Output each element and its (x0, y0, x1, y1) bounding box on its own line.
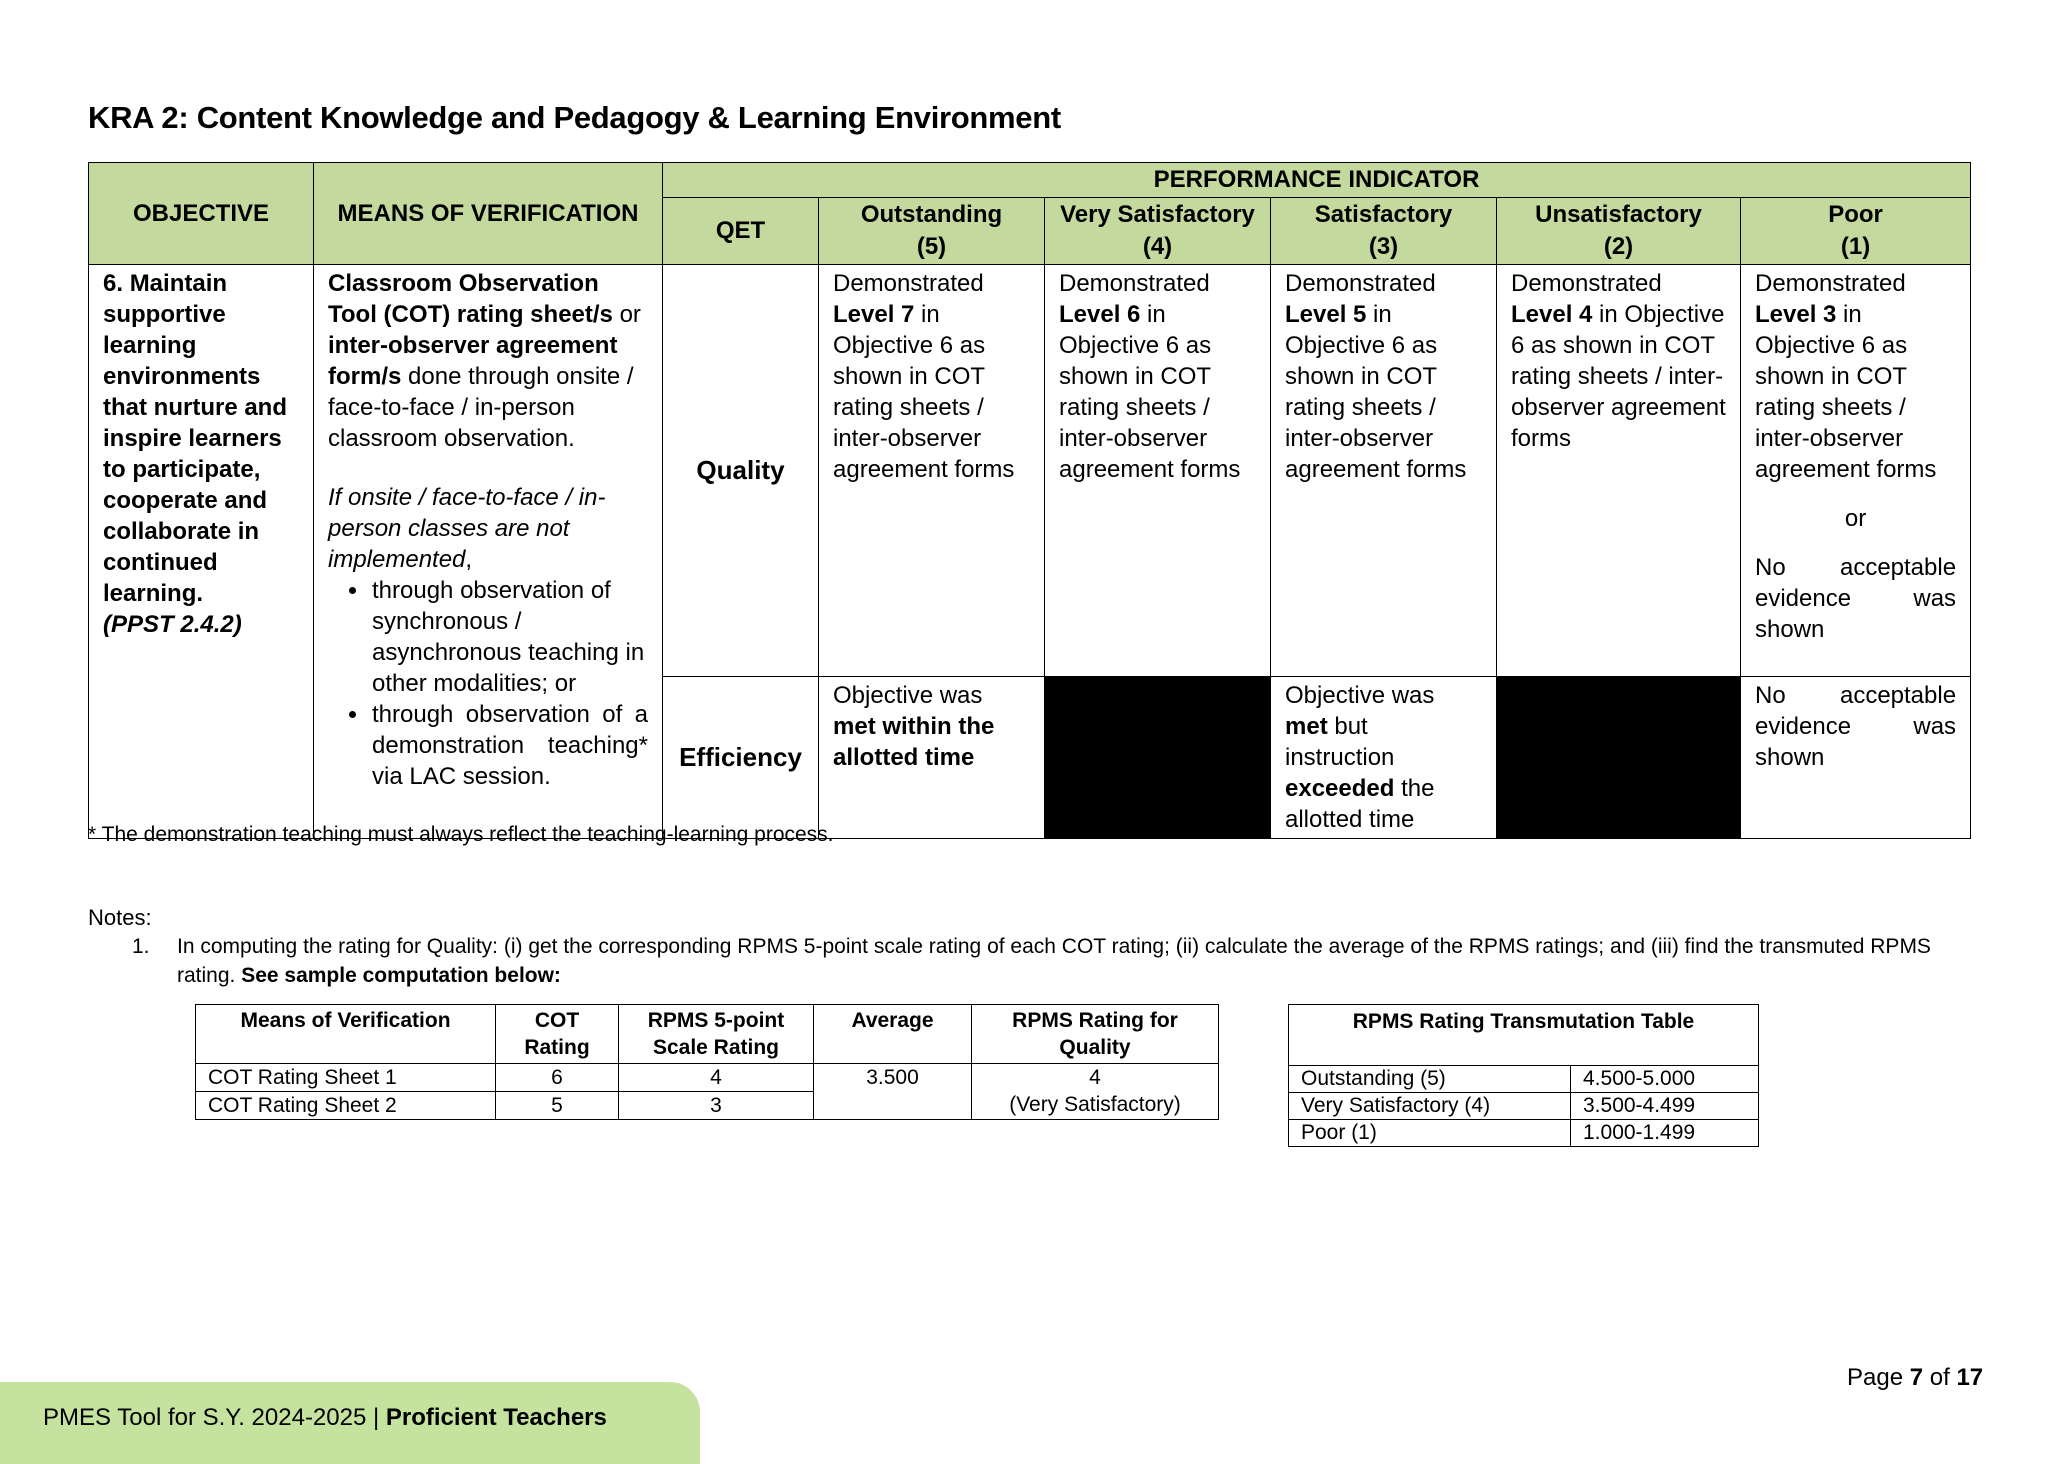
page-number: Page 7 of 17 (1847, 1364, 1984, 1391)
list-item: • through observation of synchronous / asynchronous teaching in other modalities; or (370, 575, 648, 699)
rating-header-satisfactory: Satisfactory (3) (1271, 198, 1497, 265)
efficiency-satisfactory: Objective was met but instruction exceeded the allotted time (1271, 677, 1497, 839)
list-item: • through observation of a demonstration teaching* via LAC session. (370, 699, 648, 792)
table-row: COT Rating Sheet 1 6 4 3.500 4 (Very Satisfactory) (196, 1064, 1219, 1092)
table-header: RPMS Rating for Quality (972, 1005, 1219, 1064)
notes-label: Notes: (88, 905, 152, 930)
table-header: Means of Verification (196, 1005, 496, 1064)
table-header: COT Rating (496, 1005, 619, 1064)
performance-indicator-header: PERFORMANCE INDICATOR (663, 163, 1971, 198)
mov-cell: Classroom Observation Tool (COT) rating sheet/s or inter-observer agreement form/s done through onsite / face-to-face / in-person classroom observation. If onsite / face-to-face / in- person classes are not implemented, • through observation of synchronous / asynchronous teaching in other modalities; or • through observation of a demonstration teaching* via LAC session. (314, 265, 663, 839)
table-row: Very Satisfactory (4) 3.500-4.499 (1289, 1093, 1759, 1120)
table-row: COT Rating Sheet 2 5 3 (196, 1092, 1219, 1120)
footnote: * The demonstration teaching must always reflect the teaching-learning process. (88, 823, 834, 846)
table-row: Outstanding (5) 4.500-5.000 (1289, 1066, 1759, 1093)
transmutation-title: RPMS Rating Transmutation Table (1289, 1005, 1759, 1066)
kra-table (88, 162, 1971, 839)
efficiency-unsatisfactory-blackout (1497, 677, 1741, 839)
objective-cell: 6. Maintain supportive learning environments that nurture and inspire learners to participate, cooperate and collaborate in continued learning. (PPST 2.4.2) (89, 265, 314, 839)
quality-unsatisfactory: Demonstrated Level 4 in Objective 6 as shown in COT rating sheets / inter-observer agreement forms (1497, 265, 1741, 677)
qet-efficiency-label: Efficiency (663, 677, 819, 839)
mov-bullet-list (328, 575, 648, 792)
document-page: KRA 2: Content Knowledge and Pedagogy & Learning Environment OBJECTIVE MEANS OF VERIFICATION PERFORMANCE INDICATOR QET Outstanding (5) Very Satisfactory (4) Satisfactory (3) Unsatisfactory (2) Poor (1) 6. Maintain supportive learning environments that nurture and inspire learners to participate, cooperate and collaborate in continued learning. (PPST 2.4.2) Classroom Observation Tool (COT) rating sheet/s or inter-observer agreement form/s done through onsite / face-to-face / in-person classroom observation. If onsite / face-to-face / in- person classes are not implemented, • through observation of synchronous / asynchronous teaching in other modalities; or • through observation of a demonstration teaching* via LAC session. Quality Demonstrated Level 7 in Objective 6 as shown in COT rating sheets / inter-observer agreement forms Demonstrated Level 6 in Objective 6 as shown in COT rating sheets / inter-observer agreement forms Demonstrated Level 5 in Objective 6 as shown in COT rating sheets / inter-observer agreement forms Demonstrated Level 4 in Objective 6 as shown in COT rating sheets / inter-observer agreement forms Demonstrated Level 3 in Objective 6 as shown in COT rating sheets / inter-observer agreement forms or No acceptable evidence was shown Efficiency Objective was met within the allotted time Objective was met but instruction exceeded the allotted time No acceptable evidence was shown * The demonstration teaching must always reflect the teaching-learning process. Notes: 1. In computing the rating for Quality: (i) get the corresponding RPMS 5-point scale rating of each COT rating; (ii) calculate the average of the RPMS ratings; and (iii) find the transmuted RPMS rating. See sample computation below: Means of Verification COT Rating RPMS 5-point Scale Rating Average RPMS Rating for Quality COT Rating Sheet 1 6 4 3.500 4 (Very Satisfactory) COT Rating Sheet 2 5 3 RPMS Rating Transmutation Table Outstanding (5) 4.500-5.000 Very Satisfactory (4) 3.500-4.499 Poor (1) 1.000-1.499 Page 7 of 17 PMES Tool for S.Y. 2024-2025 | Proficient Teachers (0, 0, 2048, 1448)
quality-rating: 4 (Very Satisfactory) (972, 1064, 1219, 1120)
quality-poor: Demonstrated Level 3 in Objective 6 as shown in COT rating sheets / inter-observer agreement forms or No acceptable evidence was shown (1741, 265, 1971, 677)
rating-header-very-satisfactory: Very Satisfactory (4) (1045, 198, 1271, 265)
rating-header-outstanding: Outstanding (5) (819, 198, 1045, 265)
rating-header-poor: Poor (1) (1741, 198, 1971, 265)
efficiency-outstanding: Objective was met within the allotted time (819, 677, 1045, 839)
quality-satisfactory: Demonstrated Level 5 in Objective 6 as shown in COT rating sheets / inter-observer agreement forms (1271, 265, 1497, 677)
average-value: 3.500 (814, 1064, 972, 1120)
footer-text: PMES Tool for S.Y. 2024-2025 | Proficient Teachers (43, 1404, 607, 1431)
table-header: RPMS 5-point Scale Rating (619, 1005, 814, 1064)
quality-very-satisfactory: Demonstrated Level 6 in Objective 6 as shown in COT rating sheets / inter-observer agreement forms (1045, 265, 1271, 677)
quality-outstanding: Demonstrated Level 7 in Objective 6 as shown in COT rating sheets / inter-observer agreement forms (819, 265, 1045, 677)
efficiency-poor: No acceptable evidence was shown (1741, 677, 1971, 839)
rating-header-unsatisfactory: Unsatisfactory (2) (1497, 198, 1741, 265)
qet-quality-label: Quality (663, 265, 819, 677)
page-title: KRA 2: Content Knowledge and Pedagogy & Learning Environment (88, 100, 1061, 135)
qet-header: QET (663, 198, 819, 265)
table-header: Average (814, 1005, 972, 1064)
sample-computation-table (195, 1004, 1219, 1120)
mov-header: MEANS OF VERIFICATION (314, 163, 663, 265)
transmutation-table (1288, 1004, 1759, 1147)
objective-header: OBJECTIVE (89, 163, 314, 265)
efficiency-very-satisfactory-blackout (1045, 677, 1271, 839)
ppst-reference: (PPST 2.4.2) (103, 611, 242, 638)
table-row: Poor (1) 1.000-1.499 (1289, 1120, 1759, 1147)
